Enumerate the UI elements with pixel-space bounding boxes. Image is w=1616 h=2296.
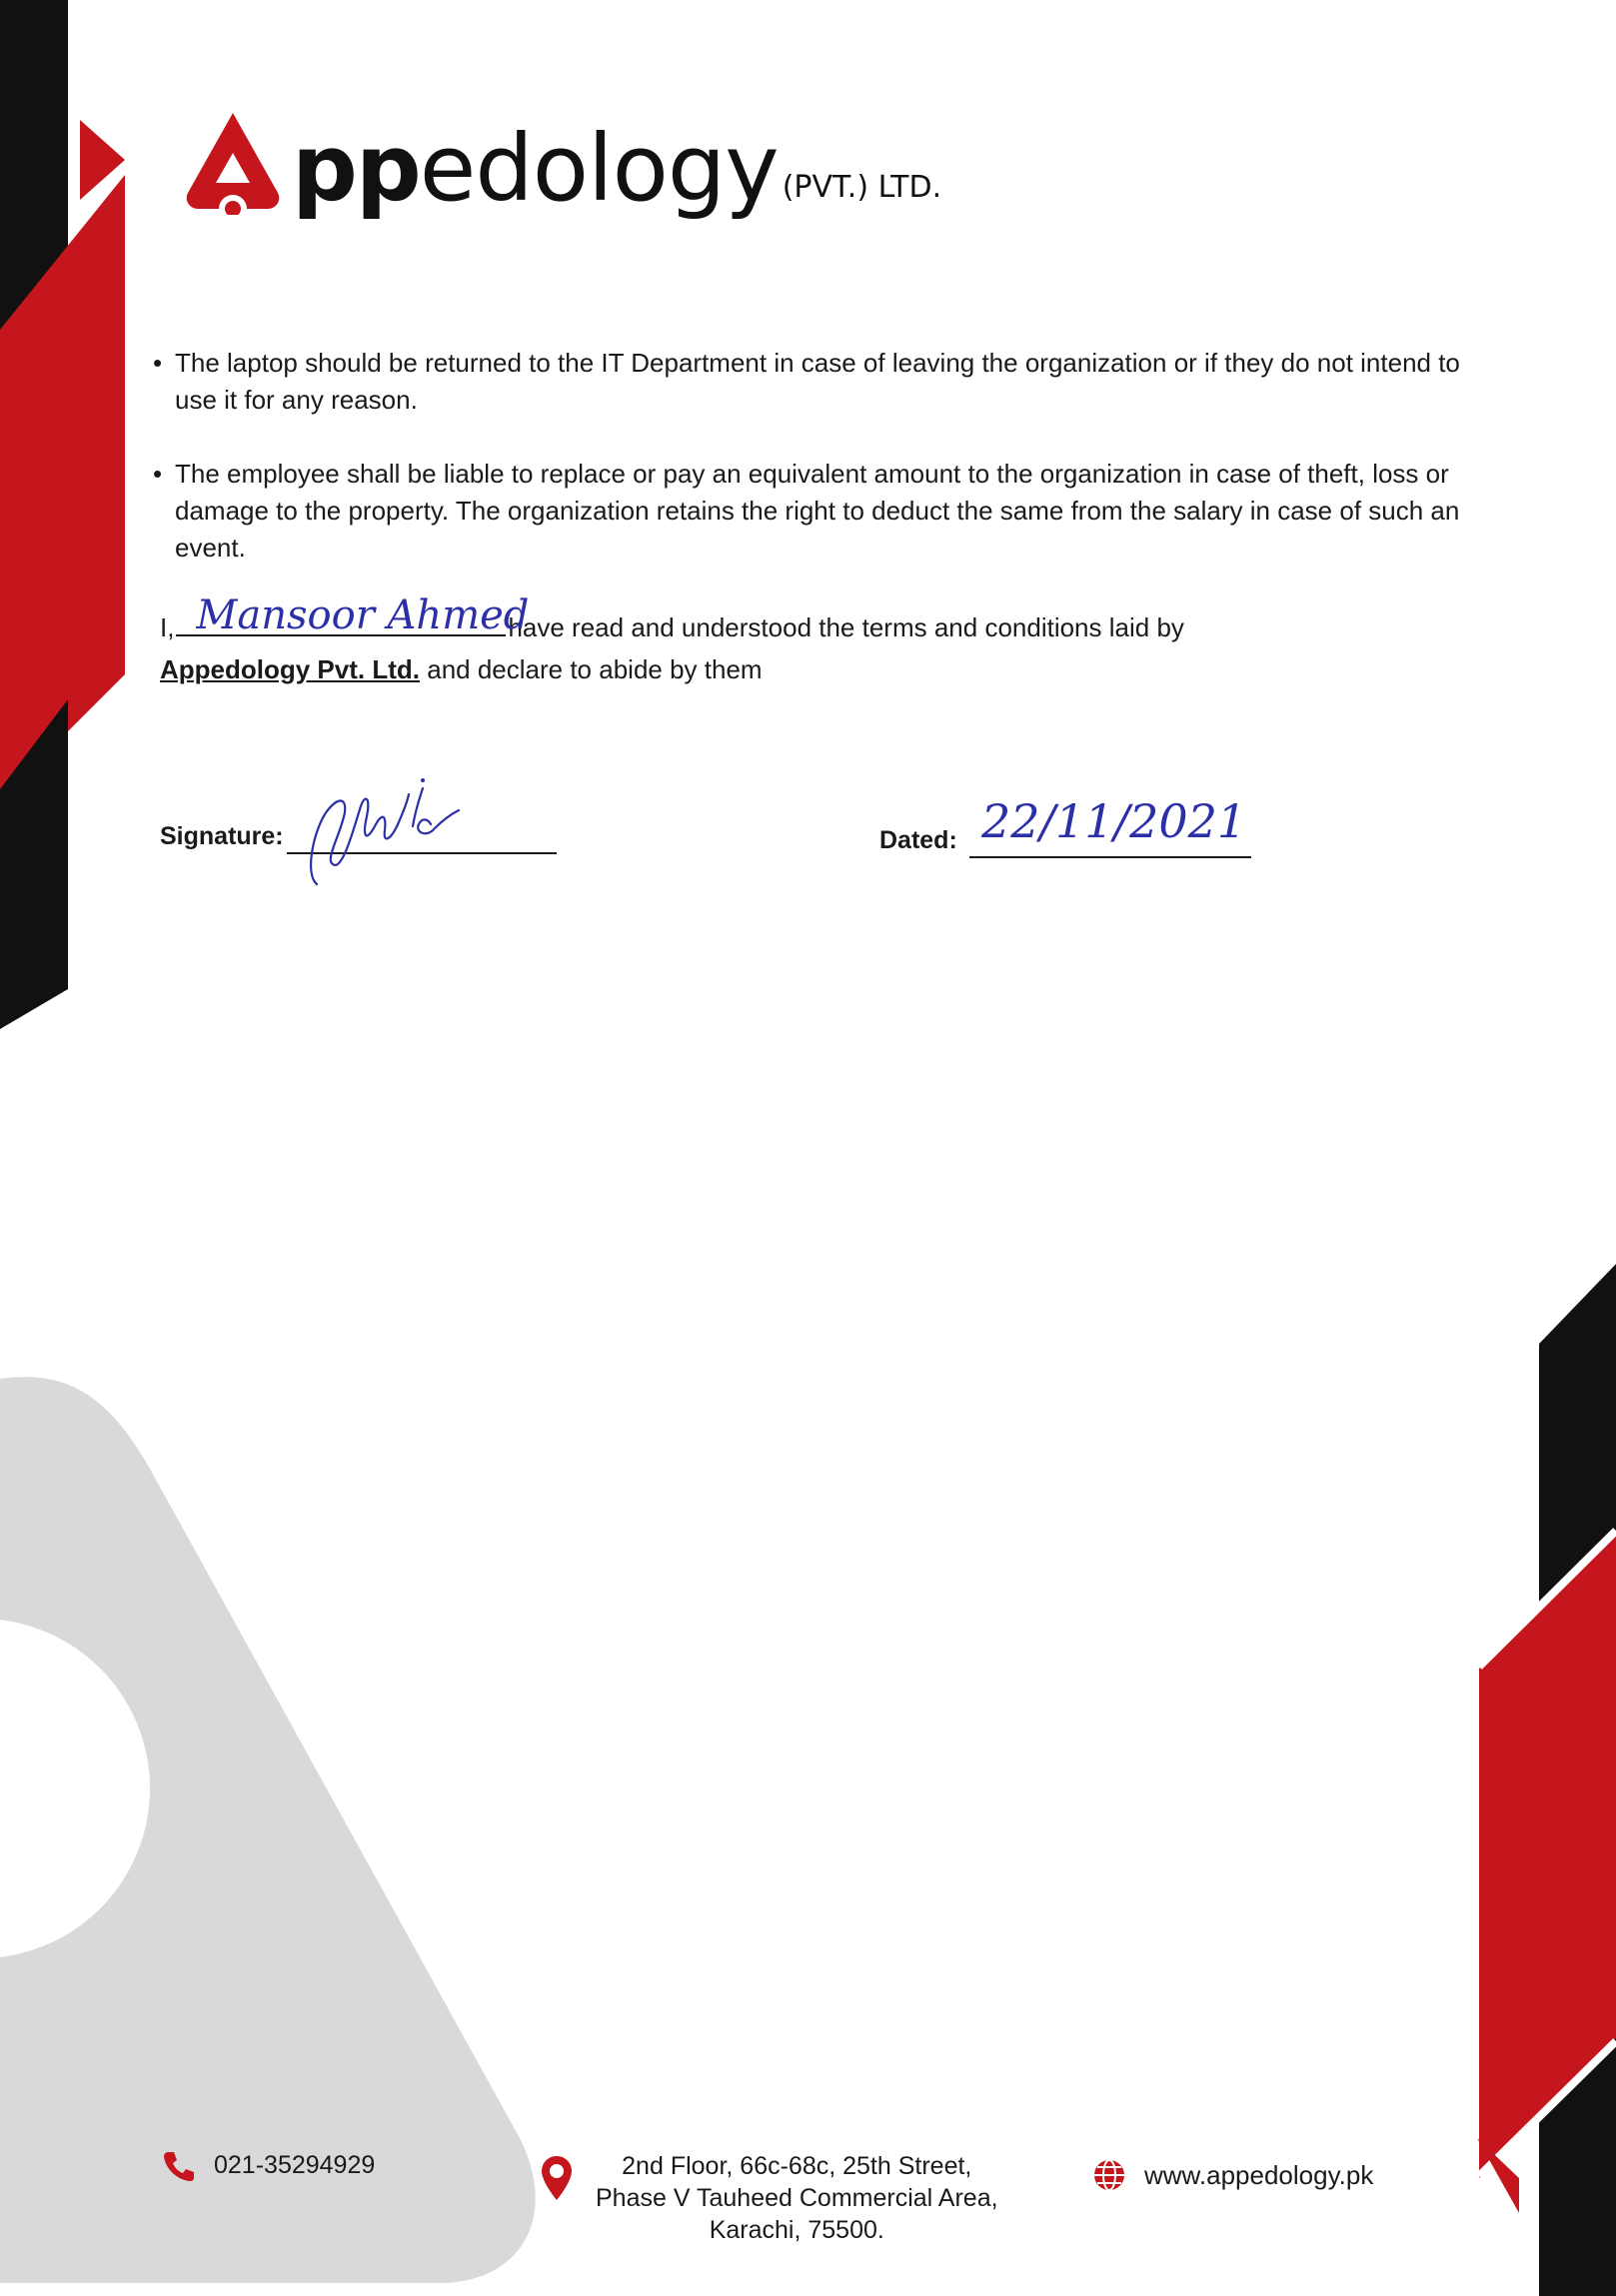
date-handwritten: 22/11/2021 (981, 794, 1247, 848)
logo-wordmark: edology (419, 115, 779, 222)
footer-phone (162, 2148, 375, 2182)
declaration-paragraph (160, 592, 1459, 690)
phone-number: 021-35294929 (214, 2150, 376, 2179)
address-line-2: Phase V Tauheed Commercial Area, (596, 2184, 998, 2212)
declaration-suffix: have read and understood the terms and conditions laid by (508, 612, 1184, 642)
declaration-prefix: I, (160, 612, 175, 642)
logo-suffix: (PVT.) LTD. (782, 170, 942, 205)
logo-a-mark-icon (178, 105, 288, 215)
signature-scribble (295, 764, 470, 899)
signature-label: Signature: (160, 822, 284, 850)
date-line (969, 856, 1251, 858)
location-pin-icon (540, 2154, 574, 2202)
company-logo (178, 95, 942, 222)
website-url[interactable]: www.appedology.pk (1144, 2159, 1374, 2190)
date-label: Dated: (879, 826, 957, 854)
employee-name-field (176, 592, 530, 638)
footer-address (540, 2150, 998, 2246)
address-line-1: 2nd Floor, 66c-68c, 25th Street, (622, 2152, 972, 2180)
term-item: • The laptop should be returned to the IT Department in case of leaving the organization or if they do not intend to use it for any reason. (155, 345, 1474, 419)
terms-list (155, 345, 1474, 603)
employee-name-handwritten: Mansoor Ahmed (196, 592, 530, 638)
phone-icon (162, 2148, 196, 2182)
globe-icon (1092, 2158, 1126, 2192)
company-name: Appedology Pvt. Ltd. (160, 654, 420, 684)
signature-row (160, 764, 1359, 914)
footer-website (1092, 2158, 1373, 2192)
declaration-closing: and declare to abide by them (427, 654, 763, 684)
address-line-3: Karachi, 75500. (709, 2216, 884, 2244)
term-item: • The employee shall be liable to replace or pay an equivalent amount to the organization in case of theft, loss or damage to the property. The organization retains the right to deduct the same from the salary in case of such an event. (155, 456, 1474, 567)
logo-wordmark-bold: pp (292, 115, 420, 222)
